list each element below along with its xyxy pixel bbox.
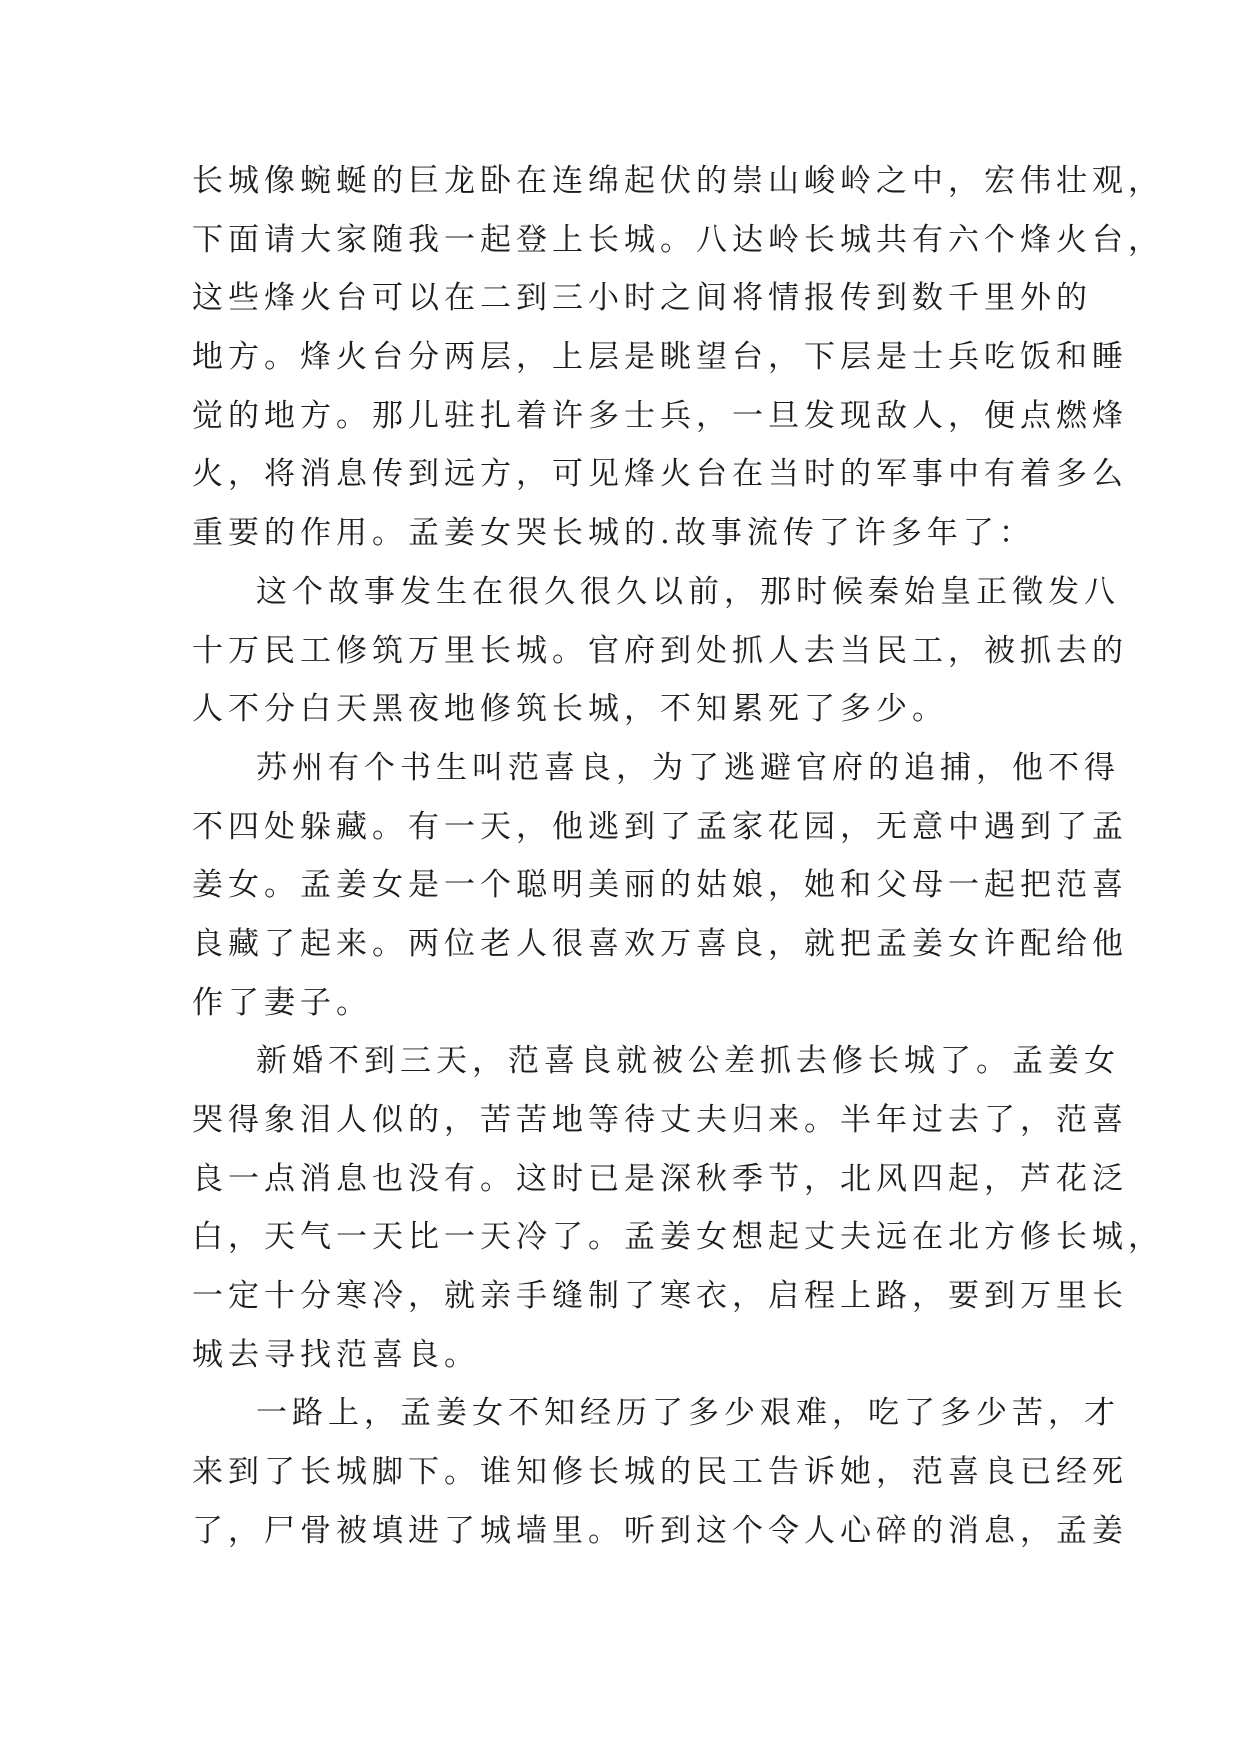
text-line: 这个故事发生在很久很久以前，那时候秦始皇正徵发八	[256, 573, 1120, 610]
text-line: 城去寻找范喜良。	[192, 1336, 480, 1373]
text-line: 长城像蜿蜒的巨龙卧在连绵起伏的崇山峻岭之中，宏伟壮观，	[192, 163, 1164, 199]
text-line: 了，尸骨被填进了城墙里。听到这个令人心碎的消息，孟姜	[192, 1512, 1128, 1549]
text-line: 良藏了起来。两位老人很喜欢万喜良，就把孟姜女许配给他	[192, 925, 1128, 962]
text-line: 来到了长城脚下。谁知修长城的民工告诉她，范喜良已经死	[192, 1454, 1128, 1491]
text-line: 下面请大家随我一起登上长城。八达岭长城共有六个烽火台，	[192, 221, 1164, 258]
paragraph-4	[192, 1032, 1164, 1384]
paragraph-5	[192, 1384, 1128, 1560]
text-line: 重要的作用。孟姜女哭长城的.故事流传了许多年了：	[192, 515, 1035, 552]
text-line: 苏州有个书生叫范喜良，为了逃避官府的追捕，他不得	[256, 749, 1120, 786]
text-line: 作了妻子。	[192, 984, 372, 1021]
text-line: 新婚不到三天，范喜良就被公差抓去修长城了。孟姜女	[256, 1043, 1120, 1080]
paragraph-3	[192, 739, 1128, 1032]
document-body	[192, 152, 1164, 1561]
text-line: 人不分白天黑夜地修筑长城，不知累死了多少。	[192, 691, 948, 728]
text-line: 火，将消息传到远方，可见烽火台在当时的军事中有着多么	[192, 456, 1128, 493]
text-line: 哭得象泪人似的，苦苦地等待丈夫归来。半年过去了，范喜	[192, 1102, 1128, 1138]
text-line: 白，天气一天比一天冷了。孟姜女想起丈夫远在北方修长城，	[192, 1219, 1164, 1256]
text-line: 一定十分寒冷，就亲手缝制了寒衣，启程上路，要到万里长	[192, 1278, 1128, 1315]
text-line: 地方。烽火台分两层，上层是眺望台，下层是士兵吃饭和睡	[192, 339, 1128, 376]
text-line: 姜女。孟姜女是一个聪明美丽的姑娘，她和父母一起把范喜	[192, 867, 1128, 904]
text-line: 十万民工修筑万里长城。官府到处抓人去当民工，被抓去的	[192, 632, 1128, 669]
text-line: 良一点消息也没有。这时已是深秋季节，北风四起，芦花泛	[192, 1160, 1128, 1197]
text-line: 觉的地方。那儿驻扎着许多士兵，一旦发现敌人，便点燃烽	[192, 397, 1128, 434]
paragraph-2	[192, 563, 1128, 739]
text-line: 一路上，孟姜女不知经历了多少艰难，吃了多少苦，才	[256, 1395, 1120, 1432]
text-line: 不四处躲藏。有一天，他逃到了孟家花园，无意中遇到了孟	[192, 808, 1128, 845]
text-line: 这些烽火台可以在二到三小时之间将情报传到数千里外的	[192, 280, 1092, 317]
paragraph-1	[192, 152, 1164, 563]
